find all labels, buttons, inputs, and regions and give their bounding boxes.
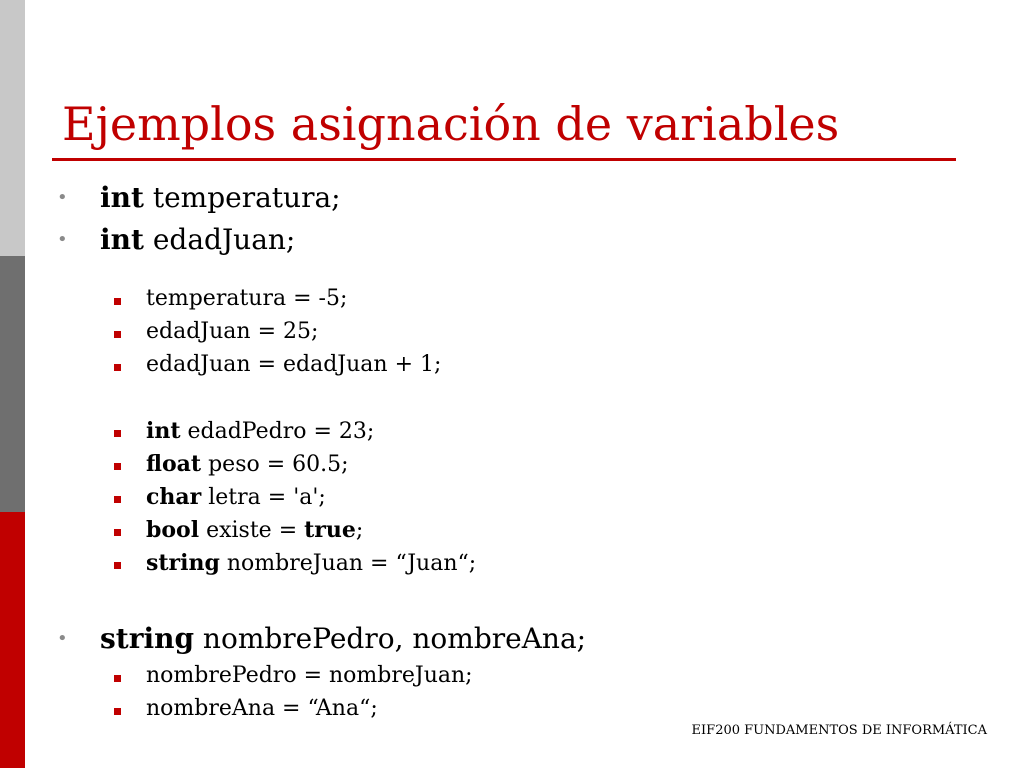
sub-bullet-init-nombrejuan — [146, 549, 476, 578]
sub-bullet-assign-nombreana — [146, 695, 378, 723]
sub-bullet-increment-edadjuan — [146, 351, 441, 379]
square-bullet-icon — [114, 496, 121, 503]
square-bullet-icon — [114, 430, 121, 437]
square-bullet-icon — [114, 562, 121, 569]
sub-bullet-assign-nombrepedro — [146, 662, 473, 690]
statement-text: existe = — [199, 518, 305, 543]
statement-text: edadJuan = edadJuan + 1; — [146, 352, 442, 377]
keyword: string — [146, 550, 220, 576]
bullet-declare-strings — [57, 622, 587, 656]
sub-bullet-init-peso — [146, 450, 349, 479]
title-underline — [52, 158, 956, 161]
square-bullet-icon — [114, 331, 121, 338]
statement-text: nombreAna = “Ana“; — [146, 696, 378, 721]
statement-text: nombreJuan = “Juan“; — [219, 551, 477, 576]
statement-text: temperatura = -5; — [146, 286, 348, 311]
side-bar-middle — [0, 256, 25, 512]
statement-end: ; — [355, 518, 364, 543]
bullet-declare-temperatura — [57, 181, 341, 215]
square-bullet-icon — [114, 529, 121, 536]
side-bar-bottom — [0, 512, 25, 768]
keyword: char — [146, 484, 202, 510]
bullet-declare-edadjuan — [57, 223, 296, 257]
statement-text: temperatura; — [143, 181, 341, 214]
sub-bullet-init-existe — [146, 516, 363, 545]
statement-text: peso = 60.5; — [201, 452, 349, 477]
keyword: int — [146, 418, 181, 444]
sub-bullet-assign-edadjuan — [146, 318, 318, 346]
square-bullet-icon — [114, 708, 121, 715]
slide-footer: EIF200 FUNDAMENTOS DE INFORMÁTICA — [691, 723, 987, 738]
sub-bullet-assign-temperatura — [146, 285, 347, 313]
bullet-dot-icon: • — [57, 229, 68, 250]
keyword-value: true — [304, 517, 356, 543]
keyword: int — [100, 223, 144, 256]
sub-bullet-init-edadpedro — [146, 417, 374, 446]
square-bullet-icon — [114, 364, 121, 371]
bullet-dot-icon: • — [57, 187, 68, 208]
square-bullet-icon — [114, 675, 121, 682]
statement-text: nombrePedro, nombreAna; — [194, 622, 587, 655]
statement-text: nombrePedro = nombreJuan; — [146, 663, 473, 688]
statement-text: edadPedro = 23; — [180, 419, 375, 444]
keyword: int — [100, 181, 144, 214]
bullet-dot-icon: • — [57, 628, 68, 649]
keyword: bool — [146, 517, 200, 543]
sub-bullet-init-letra — [146, 483, 326, 512]
keyword: float — [146, 451, 202, 477]
statement-text: edadJuan = 25; — [146, 319, 319, 344]
statement-text: edadJuan; — [143, 223, 296, 256]
keyword: string — [100, 622, 195, 655]
side-bar-top — [0, 0, 25, 256]
square-bullet-icon — [114, 463, 121, 470]
slide-title: Ejemplos asignación de variables — [62, 97, 840, 151]
statement-text: letra = 'a'; — [201, 485, 326, 510]
square-bullet-icon — [114, 298, 121, 305]
